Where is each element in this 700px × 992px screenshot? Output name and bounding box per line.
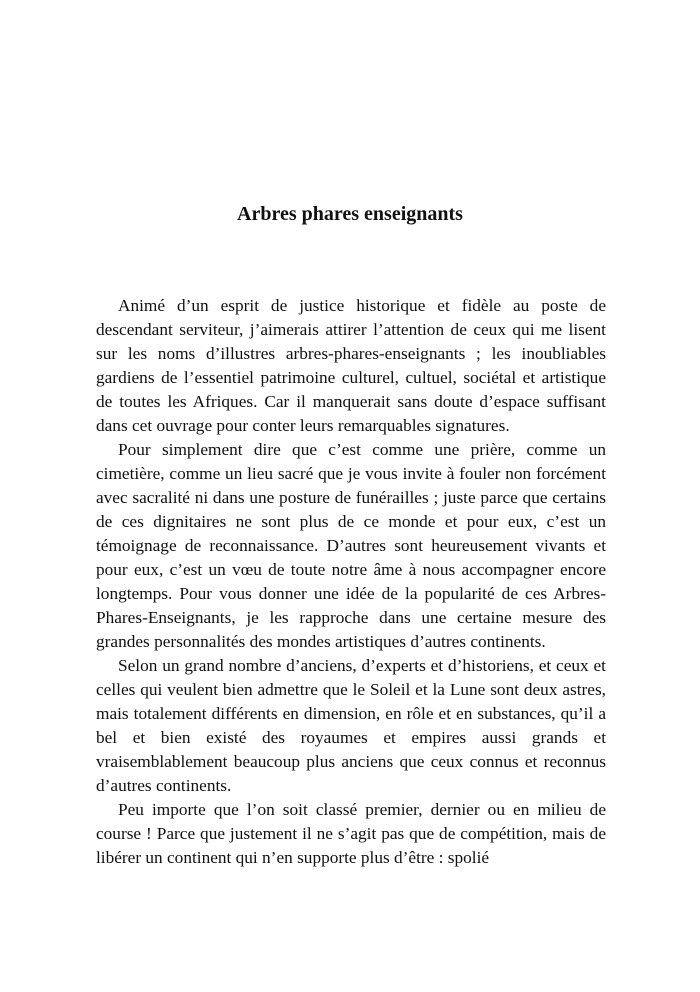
paragraph-4: Peu importe que l’on soit classé premier, dernier ou en milieu de course ! Parce que justement il ne s’agit pas que de compétition, mais de libérer un continent qui n’en supporte plus d’être : spolié: [96, 800, 606, 867]
paragraph-2: Pour simplement dire que c’est comme une prière, comme un cimetière, comme un lieu sacré que je vous invite à fouler non forcément avec sacralité ni dans une posture de funérailles ; juste parce que certains de ces dignitaires ne sont plus de ce monde et pour eux, c’est un témoignage de reconnaissance. D’autres sont heureusement vivants et pour eux, c’est un vœu de toute notre âme à nous accompagner encore longtemps. Pour vous donner une idée de la popularité de ces Arbres-Phares-Enseignants, je les rapproche dans une certaine mesure des grandes personnalités des mondes artistiques d’autres continents.: [96, 440, 606, 651]
chapter-body: [96, 294, 606, 870]
paragraph-3: Selon un grand nombre d’anciens, d’experts et d’historiens, et ceux et celles qui veulent bien admettre que le Soleil et la Lune sont deux astres, mais totalement différents en dimension, en rôle et en substances, qu’il a bel et bien existé des royaumes et empires aussi grands et vraisemblablement beaucoup plus anciens que ceux connus et reconnus d’autres continents.: [96, 656, 606, 795]
paragraph-1: Animé d’un esprit de justice historique et fidèle au poste de descendant serviteur, j’aimerais attirer l’attention de ceux qui me lisent sur les noms d’illustres arbres-phares-enseignants ; les inoubliables gardiens de l’essentiel patrimoine culturel, cultuel, sociétal et artistique de toutes les Afriques. Car il manquerait sans doute d’espace suffisant dans cet ouvrage pour conter leurs remarquables signatures.: [96, 296, 606, 435]
chapter-title: Arbres phares enseignants: [237, 203, 463, 225]
